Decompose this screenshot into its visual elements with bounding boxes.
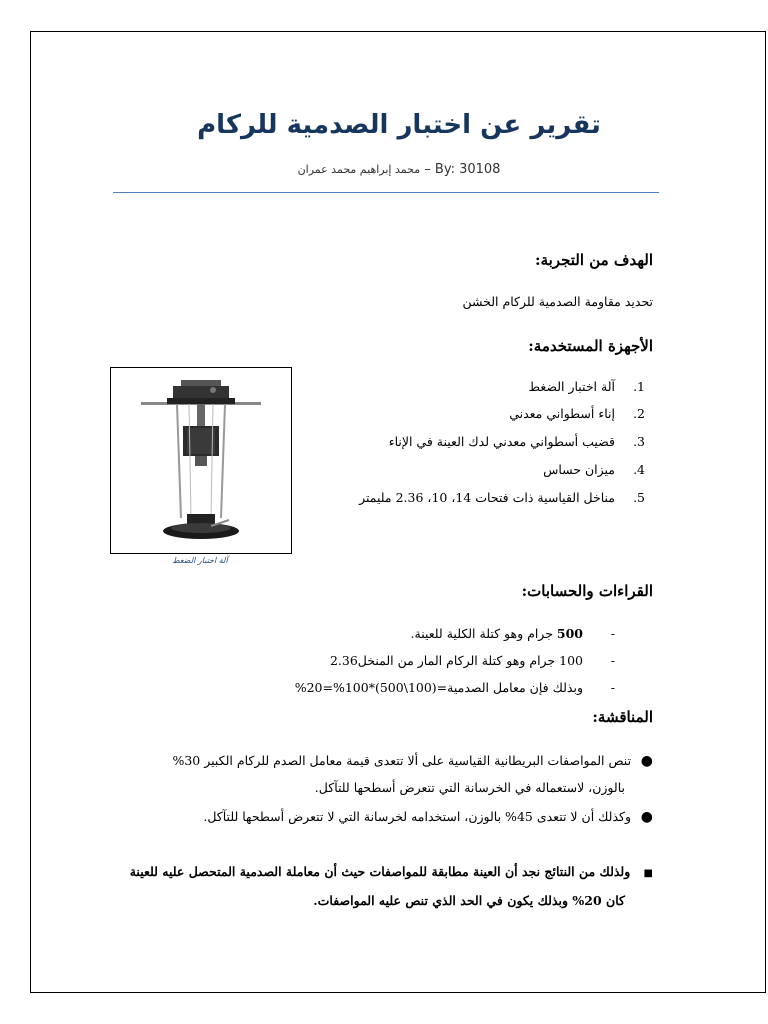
bullet-marker: ● [640, 809, 653, 825]
discussion-text-continued: بالوزن، لاستعماله في الخرسانة التي تتعرض أسطحها للتآكل. [314, 780, 625, 795]
reading-item [295, 680, 615, 695]
discussion-text: وكذلك أن لا تتعدى 45% بالوزن، استخدامه لخرسانة التي لا تتعرض أسطحها للتآكل. [203, 809, 632, 824]
item-number: 1. [633, 379, 645, 394]
reading-item [330, 653, 615, 668]
item-number: 4. [633, 462, 645, 477]
page-title: تقرير عن اختبار الصدمية للركام [197, 110, 601, 140]
dash-marker: - [610, 626, 615, 641]
item-number: 3. [633, 434, 645, 449]
equipment-item [543, 462, 645, 477]
item-text: آلة اختبار الضغط [528, 379, 615, 394]
author-id: – By: 30108 [424, 162, 501, 177]
readings-heading: القراءات والحسابات: [521, 582, 653, 600]
square-bullet-marker: ■ [643, 868, 653, 879]
reading-item [411, 626, 615, 641]
objective-text: تحديد مقاومة الصدمية للركام الخشن [462, 294, 653, 309]
equipment-item [509, 406, 645, 421]
discussion-item [203, 809, 653, 825]
discussion-text: تنص المواصفات البريطانية القياسية على ألا تتعدى قيمة معامل الصدم للركام الكبير 30% [172, 753, 632, 768]
discussion-item [172, 753, 653, 769]
document-page [30, 31, 766, 993]
conclusion [130, 864, 653, 879]
equipment-item [528, 379, 645, 394]
discussion-heading: المناقشة: [592, 708, 653, 726]
equipment-item [389, 434, 645, 449]
dash-marker: - [610, 680, 615, 695]
compression-machine-icon [111, 368, 291, 553]
reading-text: 100 جرام وهو كتلة الركام المار من المنخل2.36 [329, 653, 583, 668]
conclusion-text: ولذلك من النتائج نجد أن العينة مطابقة للمواصفات حيث أن معاملة الصدمية المتحصل عليه للعينة [129, 864, 631, 879]
item-text: مناخل القياسية ذات فتحات 14، 10، 2.36 مليمتر [359, 490, 615, 505]
equipment-heading: الأجهزة المستخدمة: [528, 337, 653, 355]
item-text: قضيب أسطواني معدني لدك العينة في الإناء [388, 434, 615, 449]
item-number: 5. [633, 490, 645, 505]
item-text: ميزان حساس [543, 462, 615, 477]
image-caption: آلة اختبار الضغط [172, 556, 228, 565]
conclusion-text-continued: كان 20% وبذلك يكون في الحد الذي تنص عليه المواصفات. [313, 893, 625, 908]
dash-marker: - [610, 653, 615, 668]
author-line [31, 162, 767, 177]
equipment-item [359, 490, 645, 505]
compression-machine-image [110, 367, 292, 554]
item-text: إناء أسطواني معدني [509, 406, 615, 421]
author-name: محمد إبراهيم محمد عمران [297, 163, 421, 176]
reading-text: وبذلك فإن معامل الصدمية=(100\500)*100%=20% [294, 680, 583, 695]
title-divider [113, 192, 659, 193]
bullet-marker: ● [640, 753, 653, 769]
item-number: 2. [633, 406, 645, 421]
reading-value: 500 [556, 626, 583, 641]
reading-text: جرام وهو كتلة الكلية للعينة. [410, 626, 557, 641]
objective-heading: الهدف من التجربة: [535, 251, 653, 269]
